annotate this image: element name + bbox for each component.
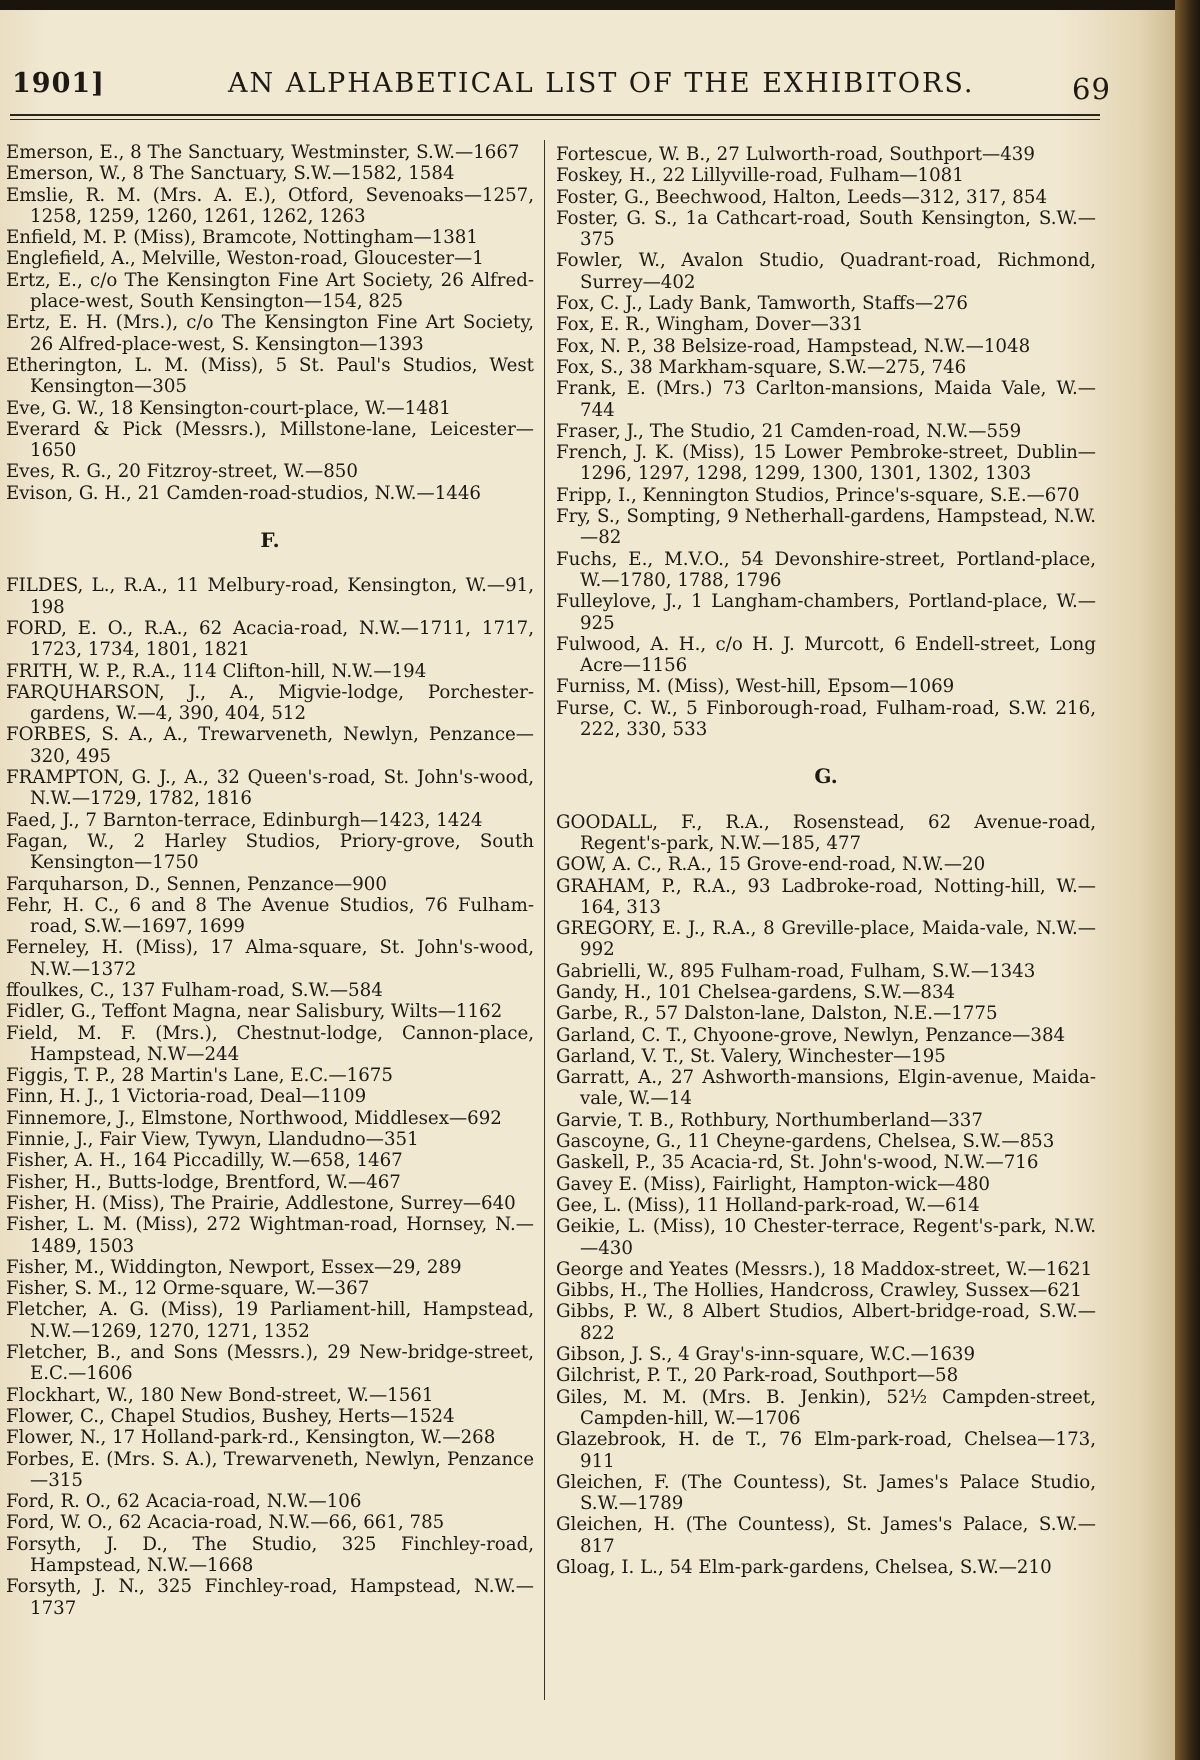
- exhibitor-entry: FILDES, L., R.A., 11 Melbury-road, Kensington, W.—91, 198: [6, 575, 534, 618]
- header-title: AN ALPHABETICAL LIST OF THE EXHIBITORS.: [228, 68, 975, 99]
- exhibitor-entry: Field, M. F. (Mrs.), Chestnut-lodge, Cannon-place, Hampstead, N.W—244: [6, 1022, 534, 1065]
- exhibitor-entry: Ertz, E., c/o The Kensington Fine Art Society, 26 Alfred-place-west, South Kensington—154, 825: [6, 269, 534, 313]
- exhibitor-entry: Fuchs, E., M.V.O., 54 Devonshire-street, Portland-place, W.—1780, 1788, 1796: [556, 548, 1096, 591]
- exhibitor-entry: Gleichen, F. (The Countess), St. James's Palace Studio, S.W.—1789: [556, 1471, 1096, 1515]
- header-rule-thin: [10, 119, 1100, 120]
- exhibitor-entry: GRAHAM, P., R.A., 93 Ladbroke-road, Notting-hill, W.—164, 313: [556, 875, 1096, 918]
- exhibitor-entry: Fagan, W., 2 Harley Studios, Priory-grove, South Kensington—1750: [6, 830, 534, 874]
- exhibitor-entry: Foster, G., Beechwood, Halton, Leeds—312, 317, 854: [556, 186, 1048, 208]
- right-column: [556, 144, 1096, 1578]
- exhibitor-entry: Flockhart, W., 180 New Bond-street, W.—1561: [6, 1384, 434, 1406]
- exhibitor-entry: Eves, R. G., 20 Fitzroy-street, W.—850: [6, 461, 358, 483]
- section-heading-f: F.: [260, 528, 280, 553]
- exhibitor-entry: George and Yeates (Messrs.), 18 Maddox-street, W.—1621: [556, 1258, 1093, 1280]
- exhibitor-entry: FORBES, S. A., A., Trewarveneth, Newlyn, Penzance—320, 495: [6, 724, 534, 767]
- exhibitor-entry: Fisher, S. M., 12 Orme-square, W.—367: [6, 1278, 370, 1300]
- exhibitor-entry: Fortescue, W. B., 27 Lulworth-road, Southport—439: [556, 144, 1035, 165]
- exhibitor-entry: Gaskell, P., 35 Acacia-rd, St. John's-wood, N.W.—716: [556, 1152, 1039, 1174]
- exhibitor-entry: Ertz, E. H. (Mrs.), c/o The Kensington Fine Art Society, 26 Alfred-place-west, S. Kensington—1393: [6, 312, 534, 355]
- exhibitor-entry: Fehr, H. C., 6 and 8 The Avenue Studios, 76 Fulham-road, S.W.—1697, 1699: [6, 894, 534, 938]
- exhibitor-entry: Gabrielli, W., 895 Fulham-road, Fulham, S.W.—1343: [556, 960, 1036, 982]
- exhibitor-entry: Flower, N., 17 Holland-park-rd., Kensington, W.—268: [6, 1427, 496, 1449]
- exhibitor-entry: FORD, E. O., R.A., 62 Acacia-road, N.W.—1711, 1717, 1723, 1734, 1801, 1821: [6, 617, 534, 661]
- exhibitor-entry: Ford, R. O., 62 Acacia-road, N.W.—106: [6, 1491, 362, 1513]
- f-entries-list-continued: [556, 144, 1096, 740]
- page-number: 69: [1072, 72, 1111, 106]
- column-divider: [544, 140, 545, 1700]
- exhibitor-entry: Furniss, M. (Miss), West-hill, Epsom—1069: [556, 676, 955, 698]
- exhibitor-entry: Gavey E. (Miss), Fairlight, Hampton-wick—480: [556, 1173, 990, 1195]
- exhibitor-entry: Fletcher, A. G. (Miss), 19 Parliament-hill, Hampstead, N.W.—1269, 1270, 1271, 1352: [6, 1299, 534, 1342]
- exhibitor-entry: Figgis, T. P., 28 Martin's Lane, E.C.—1675: [6, 1065, 393, 1087]
- f-entries-list: [6, 575, 534, 1619]
- exhibitor-entry: Gilchrist, P. T., 20 Park-road, Southport—58: [556, 1365, 959, 1387]
- exhibitor-entry: Garbe, R., 57 Dalston-lane, Dalston, N.E.—1775: [556, 1003, 998, 1025]
- exhibitor-entry: GOODALL, F., R.A., Rosenstead, 62 Avenue-road, Regent's-park, N.W.—185, 477: [556, 811, 1096, 854]
- exhibitor-entry: Emerson, W., 8 The Sanctuary, S.W.—1582, 1584: [6, 163, 455, 185]
- exhibitor-entry: Flower, C., Chapel Studios, Bushey, Herts—1524: [6, 1405, 455, 1427]
- exhibitor-entry: Faed, J., 7 Barnton-terrace, Edinburgh—1423, 1424: [6, 809, 483, 831]
- exhibitor-entry: Fidler, G., Teffont Magna, near Salisbury, Wilts—1162: [6, 1001, 503, 1023]
- e-entries-list: [6, 142, 534, 504]
- exhibitor-entry: Geikie, L. (Miss), 10 Chester-terrace, Regent's-park, N.W.—430: [556, 1216, 1096, 1259]
- exhibitor-entry: Gleichen, H. (The Countess), St. James's Palace, S.W.—817: [556, 1514, 1096, 1557]
- exhibitor-entry: Glazebrook, H. de T., 76 Elm-park-road, Chelsea—173, 911: [556, 1429, 1096, 1472]
- header-year: 1901]: [12, 68, 105, 99]
- exhibitor-entry: Finnie, J., Fair View, Tywyn, Llandudno—351: [6, 1129, 419, 1151]
- exhibitor-entry: Finn, H. J., 1 Victoria-road, Deal—1109: [6, 1086, 367, 1108]
- exhibitor-entry: Fox, N. P., 38 Belsize-road, Hampstead, N.W.—1048: [556, 335, 1031, 357]
- exhibitor-entry: Evison, G. H., 21 Camden-road-studios, N.W.—1446: [6, 482, 482, 504]
- exhibitor-entry: Everard & Pick (Messrs.), Millstone-lane, Leicester—1650: [6, 418, 534, 462]
- exhibitor-entry: Englefield, A., Melville, Weston-road, Gloucester—1: [6, 248, 484, 270]
- exhibitor-entry: Gee, L. (Miss), 11 Holland-park-road, W.—614: [556, 1194, 980, 1216]
- exhibitor-entry: Garvie, T. B., Rothbury, Northumberland—337: [556, 1109, 983, 1131]
- exhibitor-entry: Fry, S., Sompting, 9 Netherhall-gardens, Hampstead, N.W.—82: [556, 506, 1096, 549]
- exhibitor-entry: Giles, M. M. (Mrs. B. Jenkin), 52½ Campden-street, Campden-hill, W.—1706: [556, 1386, 1096, 1429]
- exhibitor-entry: Fletcher, B., and Sons (Messrs.), 29 New-bridge-street, E.C.—1606: [6, 1342, 534, 1385]
- exhibitor-entry: Gloag, I. L., 54 Elm-park-gardens, Chelsea, S.W.—210: [556, 1557, 1052, 1578]
- exhibitor-entry: Gandy, H., 101 Chelsea-gardens, S.W.—834: [556, 981, 956, 1003]
- exhibitor-entry: GREGORY, E. J., R.A., 8 Greville-place, Maida-vale, N.W.—992: [556, 918, 1096, 961]
- exhibitor-entry: Gascoyne, G., 11 Cheyne-gardens, Chelsea, S.W.—853: [556, 1131, 1055, 1153]
- exhibitor-entry: Fox, E. R., Wingham, Dover—331: [556, 314, 864, 336]
- exhibitor-entry: GOW, A. C., R.A., 15 Grove-end-road, N.W.—20: [556, 854, 986, 876]
- running-header: [0, 68, 1120, 108]
- exhibitor-entry: Fox, S., 38 Markham-square, S.W.—275, 746: [556, 356, 967, 378]
- exhibitor-entry: Fulleylove, J., 1 Langham-chambers, Portland-place, W.—925: [556, 591, 1096, 634]
- exhibitor-entry: Farquharson, D., Sennen, Penzance—900: [6, 873, 387, 895]
- exhibitor-entry: Fulwood, A. H., c/o H. J. Murcott, 6 Endell-street, Long Acre—1156: [556, 633, 1096, 677]
- exhibitor-entry: Frank, E. (Mrs.) 73 Carlton-mansions, Maida Vale, W.—744: [556, 378, 1096, 421]
- exhibitor-entry: Forbes, E. (Mrs. S. A.), Trewarveneth, Newlyn, Penzance—315: [6, 1448, 534, 1491]
- header-rule: [10, 114, 1100, 116]
- exhibitor-entry: FRITH, W. P., R.A., 114 Clifton-hill, N.W.—194: [6, 660, 427, 682]
- exhibitor-entry: Foster, G. S., 1a Cathcart-road, South Kensington, S.W.—375: [556, 207, 1096, 251]
- exhibitor-entry: Fripp, I., Kennington Studios, Prince's-square, S.E.—670: [556, 484, 1080, 506]
- exhibitor-entry: Emerson, E., 8 The Sanctuary, Westminster, S.W.—1667: [6, 142, 520, 163]
- exhibitor-entry: Fraser, J., The Studio, 21 Camden-road, N.W.—559: [556, 420, 1022, 442]
- exhibitor-entry: Gibbs, H., The Hollies, Handcross, Crawley, Sussex—621: [556, 1280, 1082, 1302]
- left-column: [6, 142, 534, 1619]
- book-spine: [1175, 0, 1200, 1760]
- exhibitor-entry: Fisher, L. M. (Miss), 272 Wightman-road, Hornsey, N.—1489, 1503: [6, 1214, 534, 1257]
- exhibitor-entry: FRAMPTON, G. J., A., 32 Queen's-road, St. John's-wood, N.W.—1729, 1782, 1816: [6, 767, 534, 810]
- exhibitor-entry: Foskey, H., 22 Lillyville-road, Fulham—1081: [556, 165, 964, 187]
- book-page: [0, 10, 1175, 1760]
- exhibitor-entry: Ferneley, H. (Miss), 17 Alma-square, St. John's-wood, N.W.—1372: [6, 937, 534, 980]
- exhibitor-entry: Gibson, J. S., 4 Gray's-inn-square, W.C.—1639: [556, 1344, 976, 1366]
- exhibitor-entry: Eve, G. W., 18 Kensington-court-place, W.—1481: [6, 397, 451, 419]
- g-entries-list: [556, 812, 1096, 1579]
- exhibitor-entry: Fowler, W., Avalon Studio, Quadrant-road, Richmond, Surrey—402: [556, 250, 1096, 293]
- exhibitor-entry: Fisher, M., Widdington, Newport, Essex—29, 289: [6, 1256, 462, 1278]
- exhibitor-entry: Gibbs, P. W., 8 Albert Studios, Albert-bridge-road, S.W.—822: [556, 1301, 1096, 1344]
- exhibitor-entry: Forsyth, J. D., The Studio, 325 Finchley-road, Hampstead, N.W.—1668: [6, 1533, 534, 1576]
- exhibitor-entry: Garratt, A., 27 Ashworth-mansions, Elgin-avenue, Maida-vale, W.—14: [556, 1067, 1096, 1110]
- exhibitor-entry: Fisher, H., Butts-lodge, Brentford, W.—467: [6, 1171, 401, 1193]
- exhibitor-entry: Furse, C. W., 5 Finborough-road, Fulham-road, S.W. 216, 222, 330, 533: [556, 697, 1096, 741]
- exhibitor-entry: Ford, W. O., 62 Acacia-road, N.W.—66, 661, 785: [6, 1512, 445, 1534]
- exhibitor-entry: Emslie, R. M. (Mrs. A. E.), Otford, Sevenoaks—1257, 1258, 1259, 1260, 1261, 1262, 1263: [6, 184, 534, 227]
- exhibitor-entry: Finnemore, J., Elmstone, Northwood, Middlesex—692: [6, 1107, 502, 1129]
- exhibitor-entry: French, J. K. (Miss), 15 Lower Pembroke-street, Dublin—1296, 1297, 1298, 1299, 1300, 1301, 1302, 1303: [556, 442, 1096, 485]
- exhibitor-entry: Fisher, H. (Miss), The Prairie, Addlestone, Surrey—640: [6, 1192, 516, 1214]
- exhibitor-entry: Etherington, L. M. (Miss), 5 St. Paul's Studios, West Kensington—305: [6, 354, 534, 398]
- exhibitor-entry: Fisher, A. H., 164 Piccadilly, W.—658, 1467: [6, 1150, 403, 1172]
- exhibitor-entry: Enfield, M. P. (Miss), Bramcote, Nottingham—1381: [6, 227, 478, 249]
- exhibitor-entry: ffoulkes, C., 137 Fulham-road, S.W.—584: [6, 979, 383, 1001]
- exhibitor-entry: Fox, C. J., Lady Bank, Tamworth, Staffs—276: [556, 293, 968, 315]
- exhibitor-entry: FARQUHARSON, J., A., Migvie-lodge, Porchester-gardens, W.—4, 390, 404, 512: [6, 681, 534, 725]
- exhibitor-entry: Garland, C. T., Chyoone-grove, Newlyn, Penzance—384: [556, 1024, 1066, 1046]
- section-heading-g: G.: [814, 764, 838, 789]
- exhibitor-entry: Forsyth, J. N., 325 Finchley-road, Hampstead, N.W.—1737: [6, 1576, 534, 1619]
- exhibitor-entry: Garland, V. T., St. Valery, Winchester—195: [556, 1045, 946, 1067]
